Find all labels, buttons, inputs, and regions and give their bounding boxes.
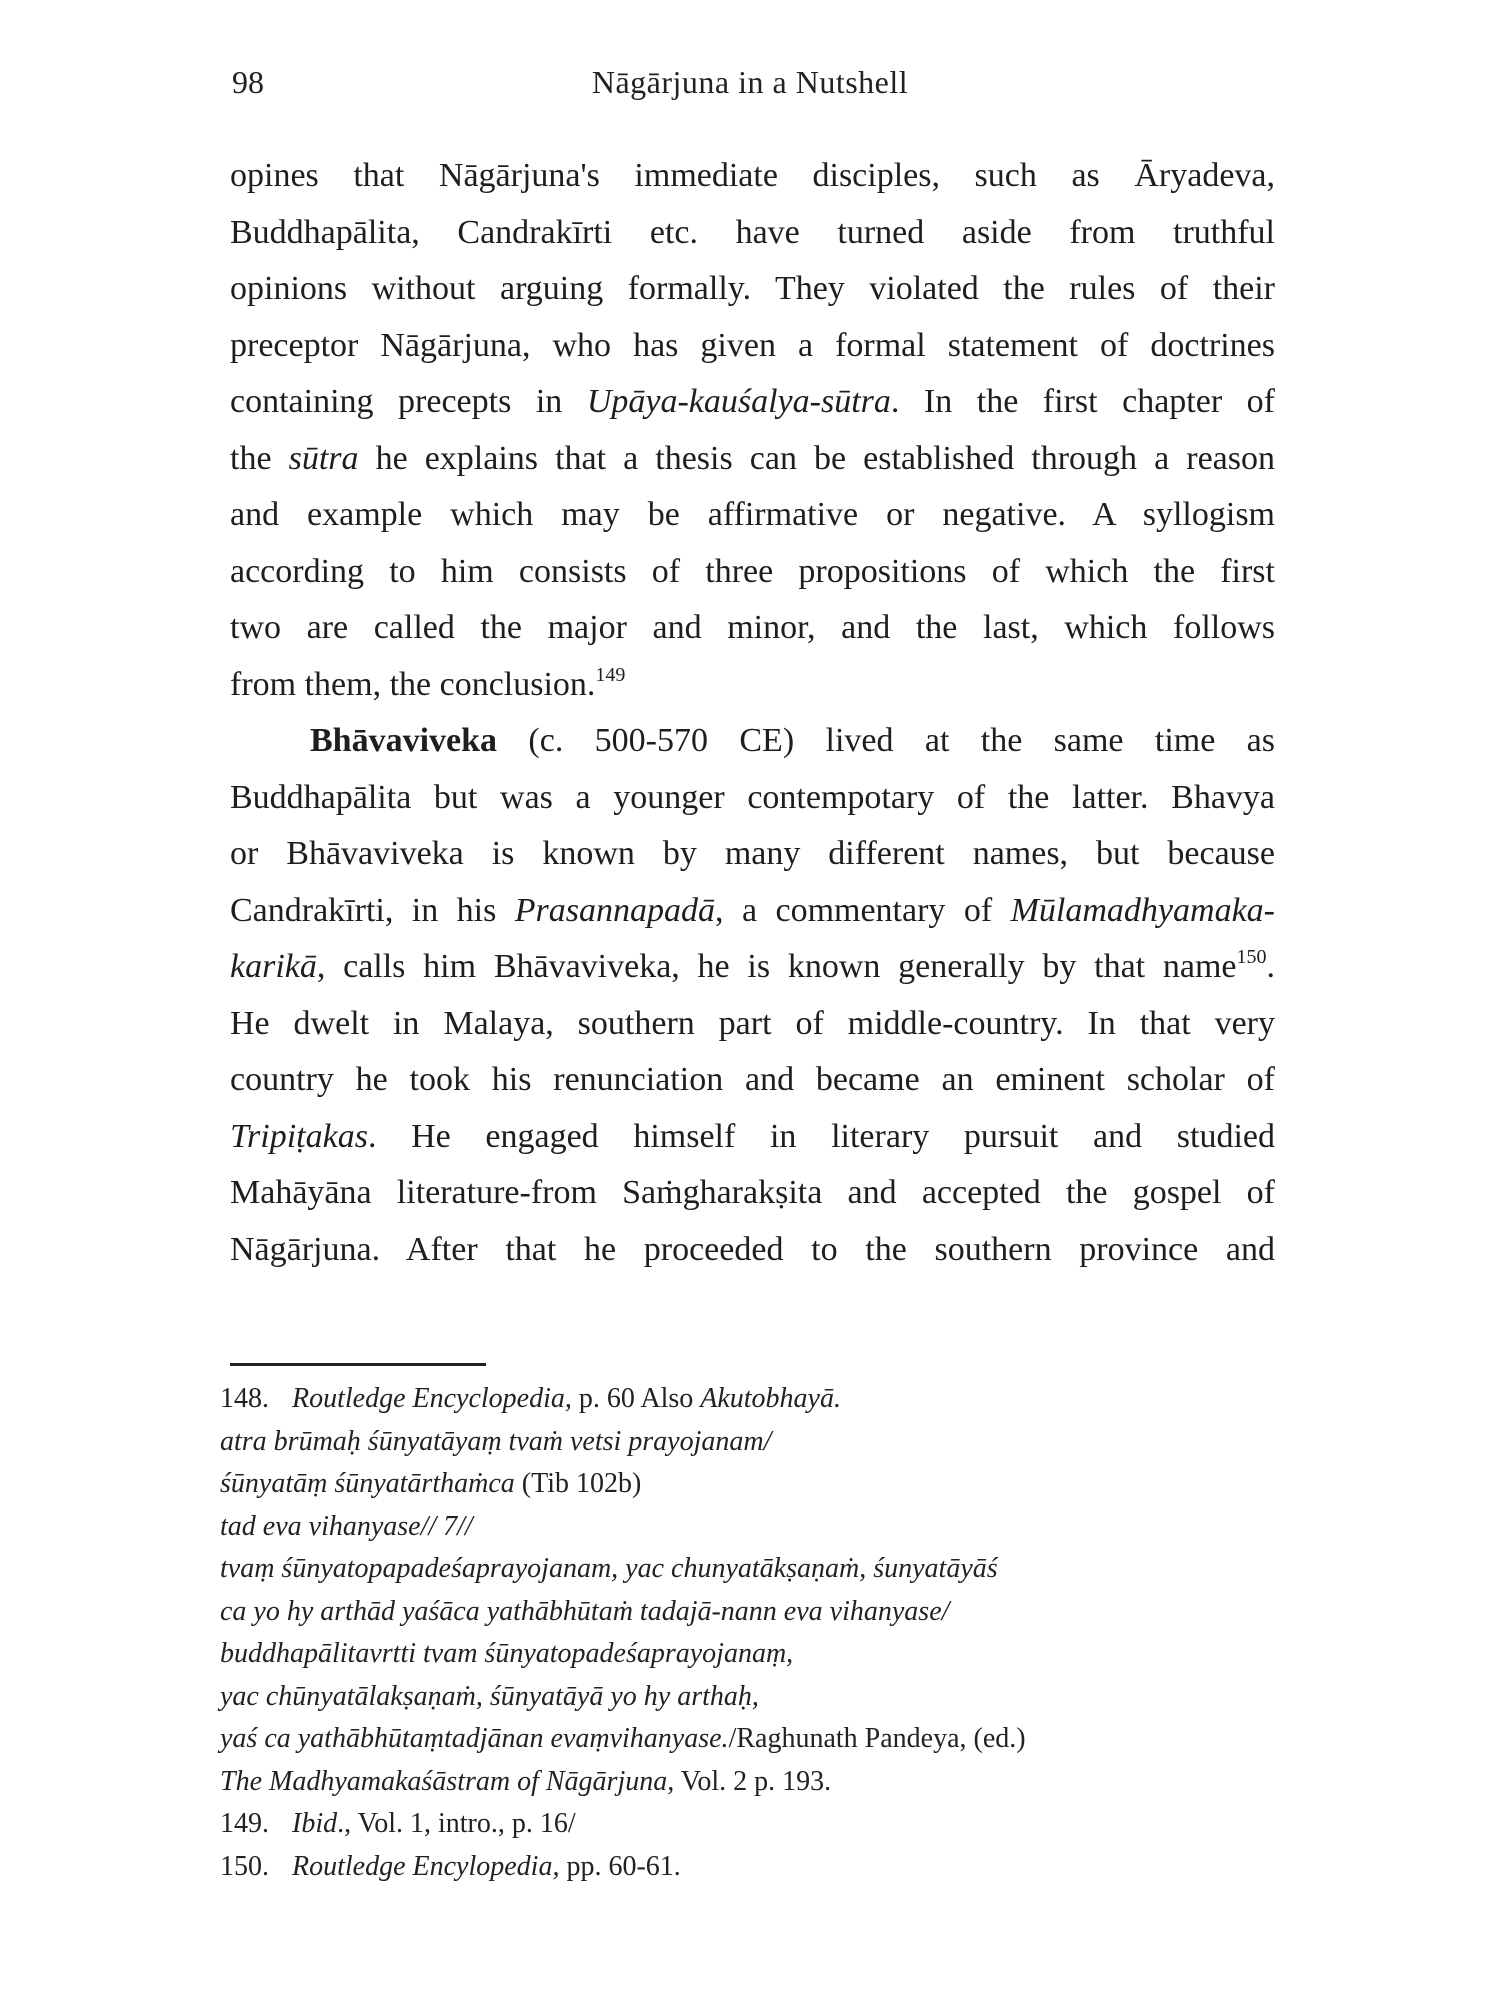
italic-verse: atra brūmaḥ śūnyatāyaṃ tvaṁ vetsi prayojanam/ [220, 1425, 772, 1457]
text-line: opines that Nāgārjuna's immediate disciples, such as Āryadeva, [230, 157, 1275, 194]
running-title: Nāgārjuna in a Nutshell [591, 64, 909, 100]
text-line [230, 1109, 1275, 1166]
text-run: Vol. 2 p. 193. [674, 1765, 832, 1797]
text-line: He dwelt in Malaya, southern part of middle-country. In that very [230, 1004, 1275, 1042]
text-run: . In the first chapter of [890, 383, 1275, 420]
text-line: and example which may be affirmative or negative. A syllogism [230, 496, 1275, 533]
body-text [230, 148, 1275, 1278]
italic-title: The Madhyamakaśāstram of Nāgārjuna, [220, 1765, 675, 1797]
footnote-ref-150[interactable]: 150 [1236, 946, 1267, 968]
footnote-commentary-line [220, 1591, 1320, 1634]
footnote-commentary-line [220, 1676, 1320, 1719]
text-line [230, 657, 1275, 714]
footnote-verse-line [220, 1421, 1320, 1464]
italic-verse: tvaṃ śūnyatopapadeśaprayojanam, yac chunyatākṣaṇaṁ, śunyatāyāś [220, 1553, 998, 1584]
footnote-number: 150. [220, 1850, 269, 1882]
italic-verse: buddhapālitavrtti tvam śūnyatopadeśaprayojanaṃ, [220, 1638, 794, 1669]
footnote-commentary-line [220, 1718, 1320, 1761]
text-line: preceptor Nāgārjuna, who has given a formal statement of doctrines [230, 326, 1275, 364]
footnotes [220, 1378, 1320, 1888]
footnote-verse-line [220, 1463, 1320, 1506]
footnote-commentary-line [220, 1548, 1320, 1591]
text-run: pp. 60-61. [559, 1850, 681, 1882]
footnote-148 [220, 1378, 1320, 1421]
text-line [230, 374, 1275, 431]
text-run: Candrakīrti, in his [230, 891, 515, 929]
italic-title: karikā [230, 948, 317, 985]
text-run: , calls him Bhāvaviveka, he is known generally by that name [316, 948, 1237, 985]
text-run: from them, the conclusion. [230, 665, 596, 703]
italic-verse: ca yo hy arthād yaśāca yathābhūtaṁ tadajā-nann eva vihanyase/ [220, 1595, 950, 1627]
italic-title: Ibid [292, 1808, 338, 1839]
text-run: (Tib 102b) [514, 1468, 642, 1499]
sutra-title: Upāya-kauśalya-sūtra [586, 383, 891, 420]
footnote-ref-149[interactable]: 149 [595, 663, 626, 686]
italic-term: Tripiṭakas [230, 1117, 368, 1155]
italic-title: Routledge Encyclopedia, [292, 1383, 572, 1414]
italic-title: Akutobhayā. [700, 1383, 841, 1414]
text-run: , a commentary of [715, 891, 1011, 929]
text-run: p. 60 Also [571, 1383, 701, 1414]
text-line: according to him consists of three propositions of which the first [230, 552, 1275, 590]
text-run: . He engaged himself in literary pursuit and studied [367, 1117, 1275, 1155]
footnote-number: 148. [220, 1383, 269, 1414]
footnote-150 [220, 1846, 1320, 1889]
text-run: (c. 500-570 CE) lived at the same time as [497, 722, 1275, 759]
footnote-149 [220, 1803, 1320, 1846]
text-line: or Bhāvaviveka is known by many different names, but because [230, 835, 1275, 872]
text-line: Nāgārjuna. After that he proceeded to the southern province and [230, 1230, 1275, 1268]
italic-term: sūtra [288, 439, 359, 477]
text-line: two are called the major and minor, and the last, which follows [230, 609, 1275, 646]
footnote-divider [230, 1363, 486, 1366]
text-run: . [1266, 948, 1275, 985]
italic-title: Prasannapadā [514, 891, 716, 929]
footnote-commentary-line [220, 1633, 1320, 1676]
italic-verse: yac chūnyatālakṣaṇaṁ, śūnyatāyā yo hy arthaḥ, [220, 1680, 759, 1712]
italic-verse: śūnyatāṃ śūnyatārthaṁca [220, 1468, 515, 1499]
text-line [230, 431, 1275, 488]
footnote-commentary-line [220, 1761, 1320, 1804]
footnote-number: 149. [220, 1808, 269, 1839]
text-line: opinions without arguing formally. They violated the rules of their [230, 270, 1275, 307]
italic-title: Mūlamadhyamaka- [1010, 891, 1275, 929]
page-number: 98 [232, 64, 264, 100]
text-line [230, 939, 1275, 996]
italic-verse: yaś ca yathābhūtaṃtadjānan evaṃvihanyase. [220, 1723, 729, 1754]
text-run: ., Vol. 1, intro., p. 16/ [337, 1808, 576, 1839]
italic-verse: tad eva vihanyase// 7// [220, 1510, 473, 1542]
text-line: Buddhapālita but was a younger contempotary of the latter. Bhavya [230, 778, 1275, 816]
text-line [230, 713, 1275, 770]
text-run: he explains that a thesis can be established through a reason [358, 439, 1275, 477]
text-line [230, 883, 1275, 940]
italic-title: Routledge Encylopedia, [292, 1850, 560, 1882]
page-header [0, 64, 1500, 114]
text-run: the [230, 439, 289, 477]
text-line: country he took his renunciation and became an eminent scholar of [230, 1061, 1275, 1098]
text-line: Mahāyāna literature-from Saṁgharakṣita and accepted the gospel of [230, 1174, 1275, 1211]
text-run: /Raghunath Pandeya, (ed.) [728, 1723, 1026, 1754]
text-run: containing precepts in [230, 383, 587, 420]
bold-name: Bhāvaviveka [310, 722, 498, 759]
text-line: Buddhapālita, Candrakīrti etc. have turned aside from truthful [230, 213, 1275, 251]
footnote-verse-line [220, 1506, 1320, 1549]
